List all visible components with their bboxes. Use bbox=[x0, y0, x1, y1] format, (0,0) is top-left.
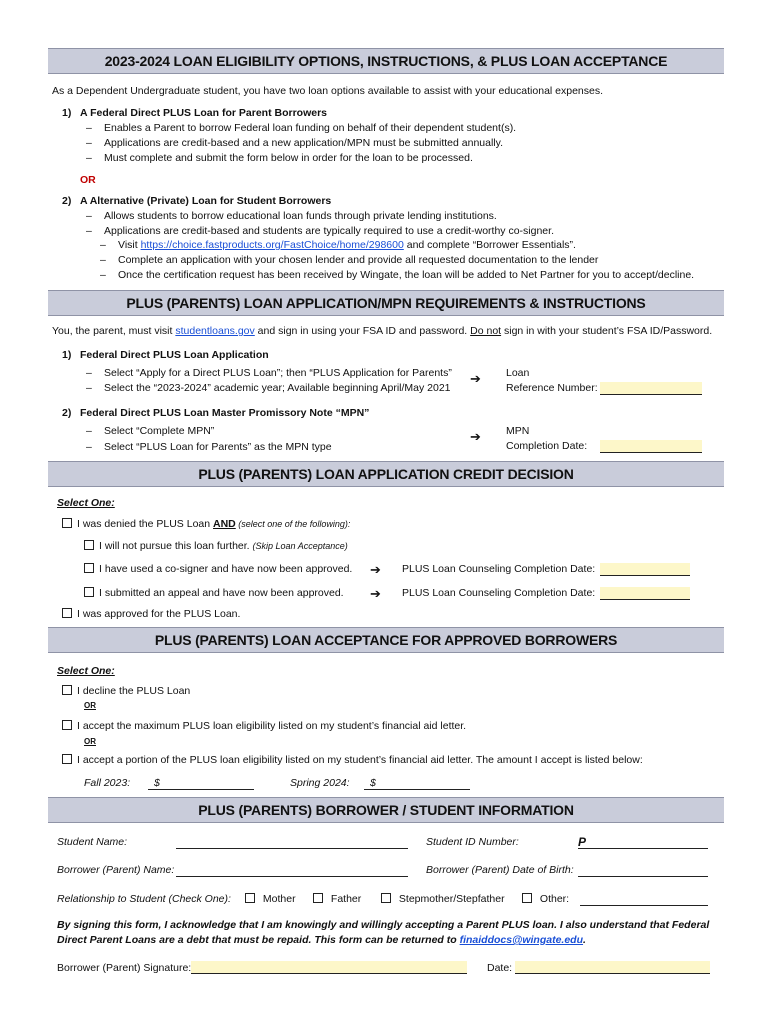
step1-item: – Select “Apply for a Direct PLUS Loan”; then “PLUS Application for Parents” bbox=[86, 367, 452, 379]
approved-option[interactable]: I was approved for the PLUS Loan. bbox=[62, 608, 240, 620]
step2-title: Federal Direct PLUS Loan Master Promissory Note “MPN” bbox=[80, 407, 370, 419]
fastchoice-link[interactable]: https://choice.fastproducts.org/FastChoice/home/298600 bbox=[140, 239, 404, 251]
counseling-date-label: PLUS Loan Counseling Completion Date: bbox=[402, 587, 596, 599]
arrow-right-icon: ➔ bbox=[370, 562, 381, 577]
checkbox[interactable] bbox=[62, 518, 72, 528]
or-small: OR bbox=[84, 701, 96, 710]
counseling-date-label: PLUS Loan Counseling Completion Date: bbox=[402, 563, 596, 575]
student-name-label: Student Name: bbox=[57, 836, 128, 848]
checkbox[interactable] bbox=[313, 893, 323, 903]
borrower-name-field[interactable] bbox=[176, 864, 408, 877]
select-one-label: Select One: bbox=[57, 497, 115, 509]
page-title: 2023-2024 LOAN ELIGIBILITY OPTIONS, INSTRUCTIONS, & PLUS LOAN ACCEPTANCE bbox=[48, 48, 724, 74]
decline-option[interactable]: I decline the PLUS Loan bbox=[62, 685, 190, 697]
parent-instructions: You, the parent, must visit studentloans.gov and sign in using your FSA ID and password. Do not sign in with your student’s FSA ID/Password. bbox=[52, 325, 713, 337]
signature-date-field[interactable] bbox=[515, 961, 710, 974]
appeal-option[interactable]: I submitted an appeal and have now been approved. bbox=[84, 587, 344, 599]
checkbox[interactable] bbox=[84, 587, 94, 597]
checkbox[interactable] bbox=[84, 540, 94, 550]
arrow-right-icon: ➔ bbox=[470, 371, 481, 386]
accept-max-option[interactable]: I accept the maximum PLUS loan eligibility listed on my student’s financial aid letter. bbox=[62, 720, 466, 732]
select-one-label: Select One: bbox=[57, 665, 115, 677]
relationship-label: Relationship to Student (Check One): bbox=[57, 893, 231, 905]
or-divider: OR bbox=[80, 174, 96, 186]
spring-label: Spring 2024: bbox=[290, 777, 350, 789]
option2-item: – Applications are credit-based and students are typically required to use a credit-worthy co-signer. bbox=[86, 225, 554, 237]
option2-subitem: – Complete an application with your chosen lender and provide all requested documentation to the lender bbox=[100, 254, 599, 266]
relationship-other-field[interactable] bbox=[580, 893, 708, 906]
step1-number: 1) bbox=[62, 349, 72, 361]
student-id-prefix: P bbox=[578, 835, 587, 849]
finaid-email-link[interactable]: finaiddocs@wingate.edu bbox=[459, 934, 584, 946]
student-id-field[interactable] bbox=[578, 836, 708, 849]
option2-item: – Allows students to borrow educational loan funds through private lending institutions. bbox=[86, 210, 497, 222]
option1-title: A Federal Direct PLUS Loan for Parent Borrowers bbox=[80, 107, 328, 119]
step2-number: 2) bbox=[62, 407, 72, 419]
option1-item: – Enables a Parent to borrow Federal loan funding on behalf of their dependent student(s). bbox=[86, 122, 517, 134]
option1-item: – Must complete and submit the form below in order for the loan to be processed. bbox=[86, 152, 473, 164]
acknowledgement-line2: Direct Parent Loans are a debt that must be repaid. This form can be returned to finaiddocs@wingate.edu. bbox=[57, 934, 586, 946]
relationship-mother[interactable]: Mother bbox=[245, 893, 296, 905]
relationship-other[interactable]: Other: bbox=[522, 893, 569, 905]
step1-title: Federal Direct PLUS Loan Application bbox=[80, 349, 269, 361]
checkbox[interactable] bbox=[381, 893, 391, 903]
date-label: Date: bbox=[487, 962, 513, 974]
student-name-field[interactable] bbox=[176, 836, 408, 849]
no-pursue-option[interactable]: I will not pursue this loan further. (Skip Loan Acceptance) bbox=[84, 540, 348, 552]
checkbox[interactable] bbox=[62, 754, 72, 764]
borrower-dob-field[interactable] bbox=[578, 864, 708, 877]
fall-label: Fall 2023: bbox=[84, 777, 131, 789]
option2-subitem: – Visit https://choice.fastproducts.org/FastChoice/home/298600 and complete “Borrower Essentials”. bbox=[100, 239, 576, 251]
reference-number-label: Reference Number: bbox=[506, 382, 598, 394]
relationship-step[interactable]: Stepmother/Stepfather bbox=[381, 893, 505, 905]
section-header-mpn: PLUS (PARENTS) LOAN APPLICATION/MPN REQUIREMENTS & INSTRUCTIONS bbox=[48, 290, 724, 316]
option2-number: 2) bbox=[62, 195, 72, 207]
borrower-name-label: Borrower (Parent) Name: bbox=[57, 864, 175, 876]
option2-subitem: – Once the certification request has been received by Wingate, the loan will be added to Net Partner for you to accept/decline. bbox=[100, 269, 695, 281]
section-header-borrower-info: PLUS (PARENTS) BORROWER / STUDENT INFORMATION bbox=[48, 797, 724, 823]
acknowledgement-line1: By signing this form, I acknowledge that I am knowingly and willingly accepting a Parent PLUS loan. I also understand that Federal bbox=[57, 919, 710, 931]
option1-item: – Applications are credit-based and a new application/MPN must be submitted annually. bbox=[86, 137, 504, 149]
checkbox[interactable] bbox=[522, 893, 532, 903]
step2-item: – Select “Complete MPN” bbox=[86, 425, 215, 437]
loan-label: Loan bbox=[506, 367, 530, 379]
checkbox[interactable] bbox=[62, 608, 72, 618]
signature-field[interactable] bbox=[191, 961, 467, 974]
cosigner-option[interactable]: I have used a co-signer and have now been approved. bbox=[84, 563, 352, 575]
reference-number-field[interactable] bbox=[600, 382, 702, 395]
spring-amount-field[interactable] bbox=[364, 777, 470, 790]
arrow-right-icon: ➔ bbox=[470, 429, 481, 444]
option1-number: 1) bbox=[62, 107, 72, 119]
dollar-sign: $ bbox=[154, 777, 160, 789]
or-small: OR bbox=[84, 737, 96, 746]
option2-title: A Alternative (Private) Loan for Student Borrowers bbox=[80, 195, 332, 207]
section-header-credit-decision: PLUS (PARENTS) LOAN APPLICATION CREDIT DECISION bbox=[48, 461, 724, 487]
checkbox[interactable] bbox=[62, 685, 72, 695]
dollar-sign: $ bbox=[370, 777, 376, 789]
borrower-dob-label: Borrower (Parent) Date of Birth: bbox=[426, 864, 574, 876]
counseling-date-field-appeal[interactable] bbox=[600, 587, 690, 600]
checkbox[interactable] bbox=[62, 720, 72, 730]
mpn-completion-date-field[interactable] bbox=[600, 440, 702, 453]
studentloans-link[interactable]: studentloans.gov bbox=[175, 325, 255, 337]
intro-text: As a Dependent Undergraduate student, you have two loan options available to assist with your educational expenses. bbox=[52, 85, 604, 97]
fall-amount-field[interactable] bbox=[148, 777, 254, 790]
denied-option[interactable]: I was denied the PLUS Loan AND (select one of the following): bbox=[62, 518, 350, 530]
step1-item: – Select the “2023-2024” academic year; Available beginning April/May 2021 bbox=[86, 382, 451, 394]
arrow-right-icon: ➔ bbox=[370, 586, 381, 601]
counseling-date-field-cosigner[interactable] bbox=[600, 563, 690, 576]
signature-label: Borrower (Parent) Signature: bbox=[57, 962, 192, 974]
relationship-father[interactable]: Father bbox=[313, 893, 361, 905]
checkbox[interactable] bbox=[84, 563, 94, 573]
accept-portion-option[interactable]: I accept a portion of the PLUS loan eligibility listed on my student’s financial aid letter. The amount I accept is listed below: bbox=[62, 754, 643, 766]
student-id-label: Student ID Number: bbox=[426, 836, 519, 848]
completion-date-label: Completion Date: bbox=[506, 440, 588, 452]
step2-item: – Select “PLUS Loan for Parents” as the MPN type bbox=[86, 441, 332, 453]
section-header-acceptance: PLUS (PARENTS) LOAN ACCEPTANCE FOR APPROVED BORROWERS bbox=[48, 627, 724, 653]
mpn-label: MPN bbox=[506, 425, 530, 437]
checkbox[interactable] bbox=[245, 893, 255, 903]
